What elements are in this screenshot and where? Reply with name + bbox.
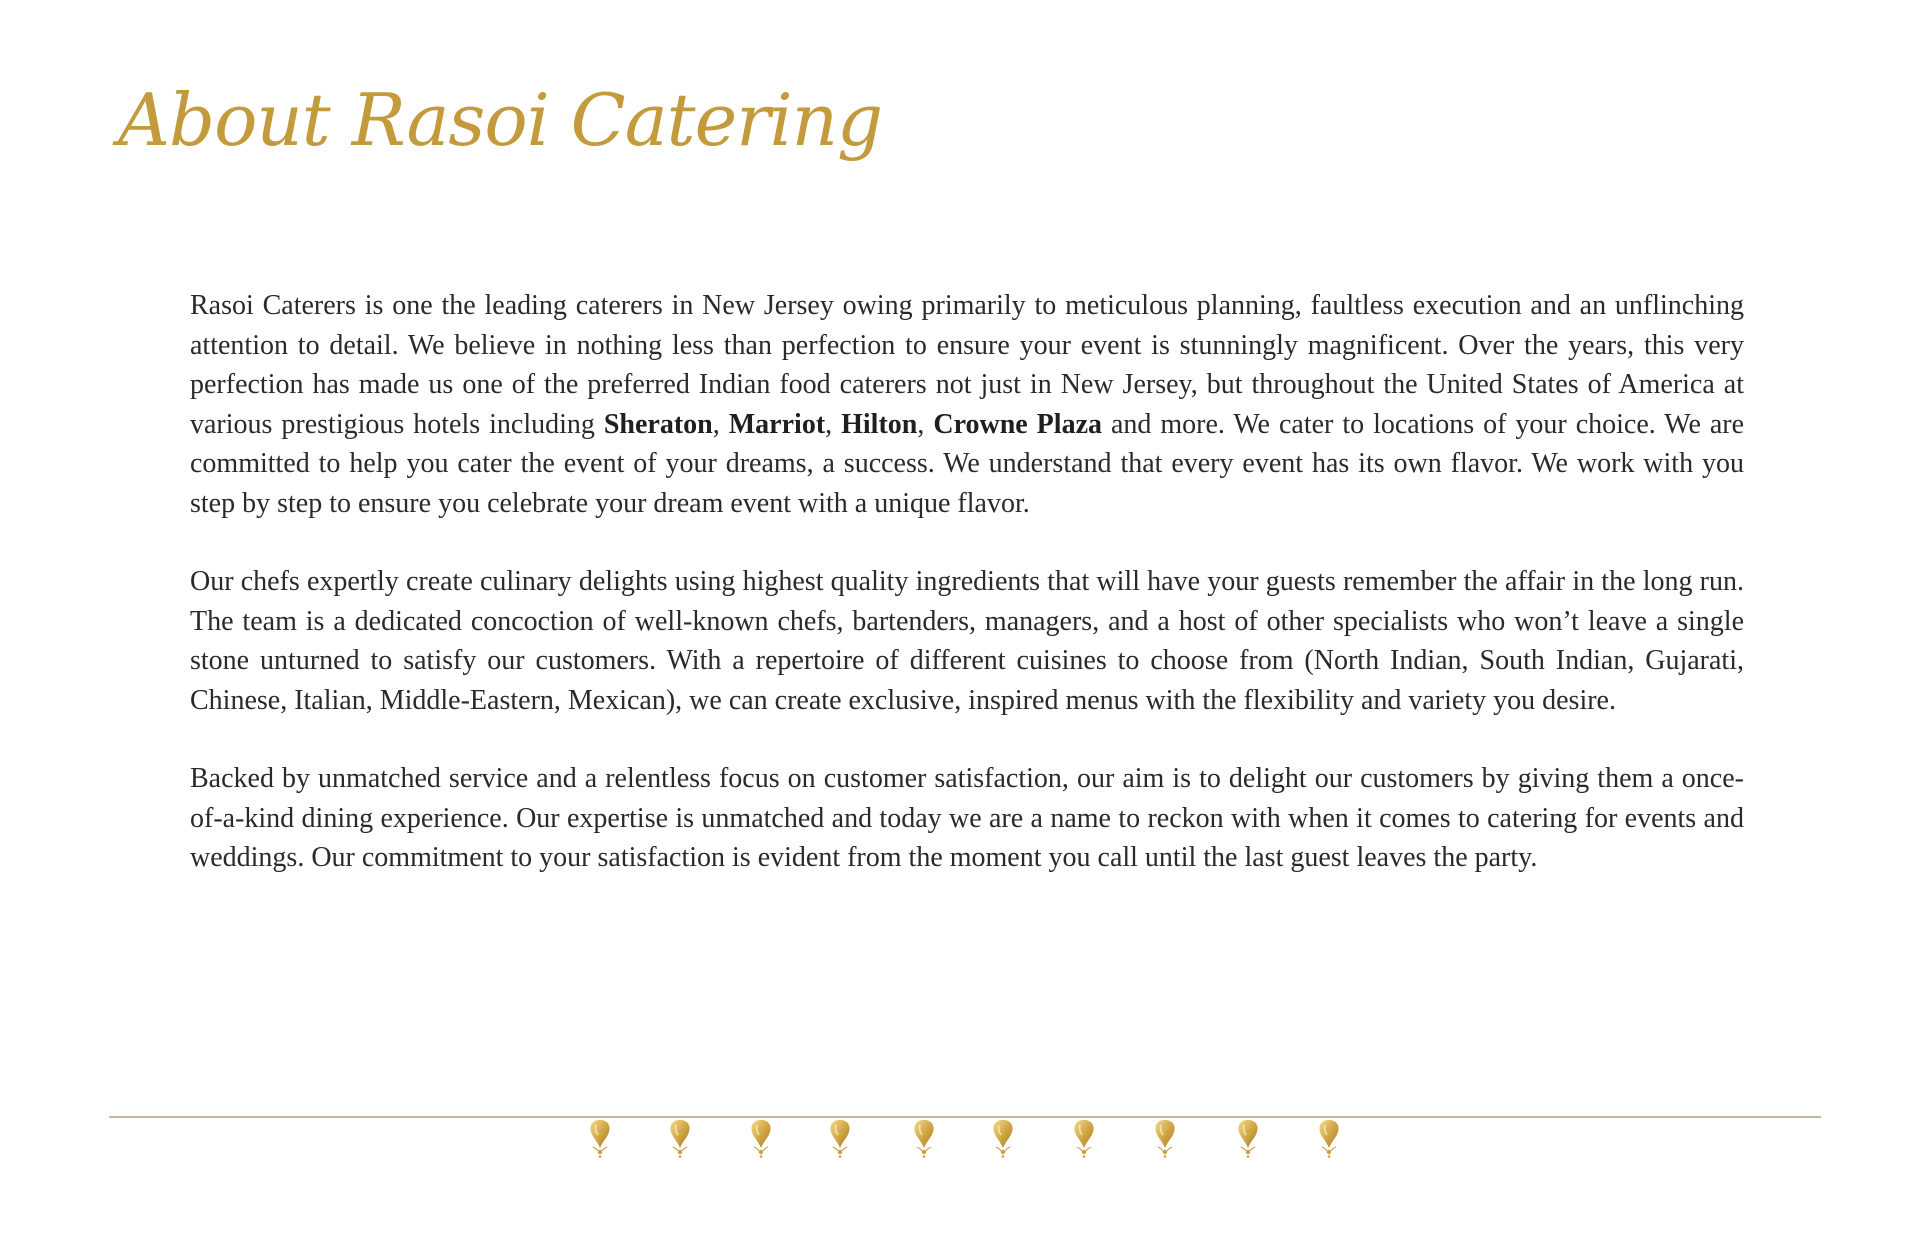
hotel-name-marriot: Marriot xyxy=(728,408,826,440)
paragraph-chefs xyxy=(190,562,1744,720)
footer-ornament xyxy=(587,1117,1347,1159)
separator: , xyxy=(917,408,934,440)
gold-drop-icon xyxy=(1152,1117,1178,1159)
hotel-name-hilton: Hilton xyxy=(841,408,918,440)
paragraph-text: and more. We cater to locations of your choice. We are committed to help you cater the event of your dreams, a success. We understand that every event has its own flavor. We work with you step by step to ensure you celebrate your dream event with a unique flavor. xyxy=(190,408,1745,519)
hotel-name-crowne-plaza: Crowne Plaza xyxy=(933,408,1102,440)
gold-drop-icon xyxy=(990,1117,1016,1159)
gold-drop-icon xyxy=(587,1117,613,1159)
gold-drop-icon xyxy=(1316,1117,1342,1159)
paragraph-intro xyxy=(190,286,1744,523)
separator: , xyxy=(825,408,842,440)
paragraph-service xyxy=(190,759,1744,878)
paragraph-text: Our chefs expertly create culinary delights using highest quality ingredients that will have your guests remember the affair in the long run. The team is a dedicated concoction of well-known chefs, bartenders, managers, and a host of other specialists who won’t leave a single stone unturned to satisfy our customers. With a repertoire of different cuisines to choose from (North Indian, South Indian, Gujarati, Chinese, Italian, Middle-Eastern, Mexican), we can create exclusive, inspired menus with the flexibility and variety you desire. xyxy=(190,566,1744,716)
paragraph-text: Rasoi Caterers is one the leading caterers in New Jersey owing primarily to meticulous planning, faultless execution and an unflinching attention to detail. We believe in nothing less than perfection to ensure your event is stunningly magnificent. Over the years, this very perfection has made us one of the preferred Indian food caterers not just in New Jersey, but throughout the United States of America at various prestigious hotels including xyxy=(190,290,1744,440)
gold-drop-icon xyxy=(748,1117,774,1159)
page-title: About Rasoi Catering xyxy=(118,78,883,162)
gold-drop-icon xyxy=(1071,1117,1097,1159)
separator: , xyxy=(712,408,729,440)
gold-drop-icon xyxy=(1235,1117,1261,1159)
paragraph-text: Backed by unmatched service and a relentless focus on customer satisfaction, our aim is to delight our customers by giving them a once-of-a-kind dining experience. Our expertise is unmatched and today we are a name to reckon with when it comes to catering for events and weddings. Our commitment to your satisfaction is evident from the moment you call until the last guest leaves the party. xyxy=(190,763,1744,873)
gold-drop-icon xyxy=(667,1117,693,1159)
about-content xyxy=(190,286,1744,917)
gold-drop-icon xyxy=(911,1117,937,1159)
hotel-name-sheraton: Sheraton xyxy=(603,408,713,440)
gold-drop-icon xyxy=(827,1117,853,1159)
